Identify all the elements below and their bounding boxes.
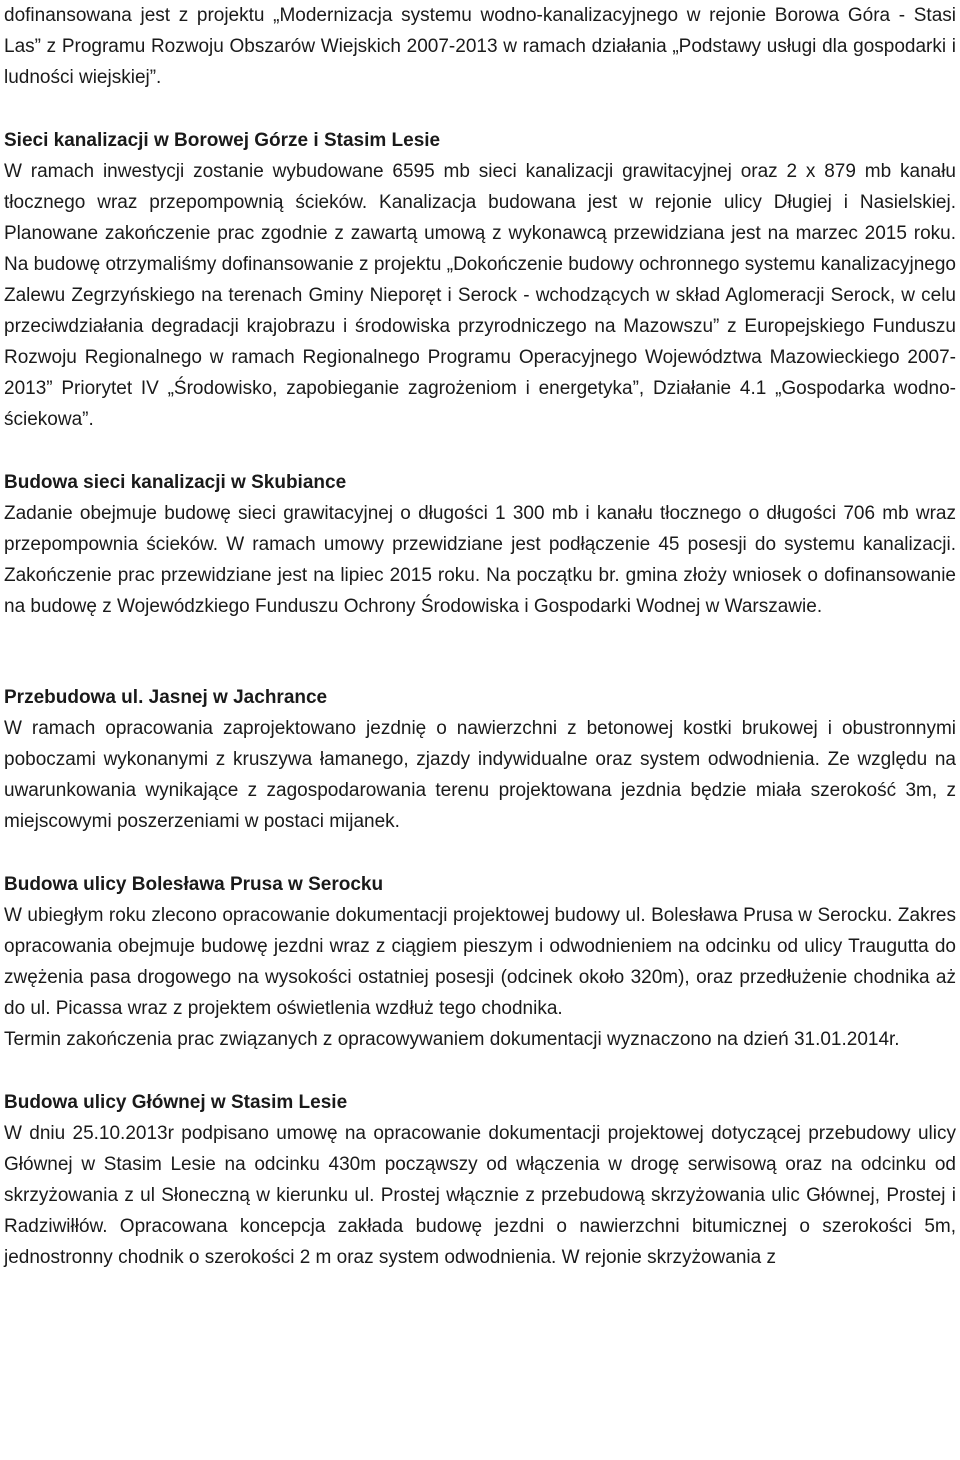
section-body: W ubiegłym roku zlecono opracowanie dokumentacji projektowej budowy ul. Bolesława Prusa w Serocku. Zakres opracowania obejmuje budowę jezdni wraz z ciągiem pieszym i odwodnieniem na odcinku od ulicy Traugutta do zwężenia pasa drogowego na wysokości ostatniej posesji (odcinek około 320m), oraz przedłużenie chodnika aż do ul. Picassa wraz z projektem oświetlenia wzdłuż tego chodnika. xyxy=(4,905,956,1019)
spacer xyxy=(4,1055,956,1087)
section-body-deadline: Termin zakończenia prac związanych z opracowywaniem dokumentacji wyznaczono na dzień 31.01.2014r. xyxy=(4,1029,900,1050)
section-heading: Budowa ulicy Bolesława Prusa w Serocku xyxy=(4,874,384,895)
section-body: W ramach inwestycji zostanie wybudowane 6595 mb sieci kanalizacji grawitacyjnej oraz 2 x 879 mb kanału tłocznego wraz przepompownią ścieków. Kanalizacja budowana jest w rejonie ulicy Długiej i Nasielskiej. Planowane zakończenie prac zgodnie z zawartą umową z wykonawcą przewidziana jest na marzec 2015 roku. Na budowę otrzymaliśmy dofinansowanie z projektu „Dokończenie budowy ochronnego systemu kanalizacyjnego Zalewu Zegrzyńskiego na terenach Gminy Nieporęt i Serock - wchodzących w skład Aglomeracji Serock, w celu przeciwdziałania degradacji krajobrazu i środowiska przyrodniczego na Mazowszu” z Europejskiego Funduszu Rozwoju Regionalnego w ramach Regionalnego Programu Operacyjnego Województwa Mazowieckiego 2007-2013” Priorytet IV „Środowisko, zapobieganie zagrożeniom i energetyka”, Działanie 4.1 „Gospodarka wodno-ściekowa”. xyxy=(4,161,956,430)
section-glowna-stasi-las xyxy=(4,1087,956,1273)
section-kanalizacja-borowa-gora xyxy=(4,125,956,435)
section-body: W ramach opracowania zaprojektowano jezdnię o nawierzchni z betonowej kostki brukowej i obustronnymi poboczami wykonanymi z kruszywa łamanego, zjazdy indywidualne oraz system odwodnienia. Ze względu na uwarunkowania wynikające z zagospodarowania terenu projektowana jezdnia będzie miała szerokość 3m, z miejscowymi poszerzeniami w postaci mijanek. xyxy=(4,718,956,832)
spacer xyxy=(4,435,956,467)
section-heading: Budowa sieci kanalizacji w Skubiance xyxy=(4,472,347,493)
spacer xyxy=(4,837,956,869)
spacer xyxy=(4,622,956,682)
section-kanalizacja-skubianka xyxy=(4,467,956,622)
section-heading: Sieci kanalizacji w Borowej Górze i Stasim Lesie xyxy=(4,130,441,151)
section-heading: Budowa ulicy Głównej w Stasim Lesie xyxy=(4,1092,348,1113)
section-prusa-serock xyxy=(4,869,956,1055)
spacer xyxy=(4,93,956,125)
section-body: W dniu 25.10.2013r podpisano umowę na opracowanie dokumentacji projektowej dotyczącej przebudowy ulicy Głównej w Stasim Lesie na odcinku 430m począwszy od włączenia w drogę serwisową oraz na odcinku od skrzyżowania z ul Słoneczną w kierunku ul. Prostej włącznie z przebudową skrzyżowania ulic Głównej, Prostej i Radziwiłłów. Opracowana koncepcja zakłada budowę jezdni o nawierzchni bitumicznej o szerokości 5m, jednostronny chodnik o szerokości 2 m oraz system odwodnienia. W rejonie skrzyżowania z xyxy=(4,1123,956,1268)
section-jasna-jachranka xyxy=(4,682,956,837)
intro-paragraph: dofinansowana jest z projektu „Modernizacja systemu wodno-kanalizacyjnego w rejonie Borowa Góra - Stasi Las” z Programu Rozwoju Obszarów Wiejskich 2007-2013 w ramach działania „Podstawy usługi dla gospodarki i ludności wiejskiej”. xyxy=(4,5,956,88)
section-heading: Przebudowa ul. Jasnej w Jachrance xyxy=(4,687,328,708)
section-body: Zadanie obejmuje budowę sieci grawitacyjnej o długości 1 300 mb i kanału tłocznego o długości 706 mb wraz przepompownia ścieków. W ramach umowy przewidziane jest podłączenie 45 posesji do systemu kanalizacji. Zakończenie prac przewidziane jest na lipiec 2015 roku. Na początku br. gmina złoży wniosek o dofinansowanie na budowę z Wojewódzkiego Funduszu Ochrony Środowiska i Gospodarki Wodnej w Warszawie. xyxy=(4,503,956,617)
